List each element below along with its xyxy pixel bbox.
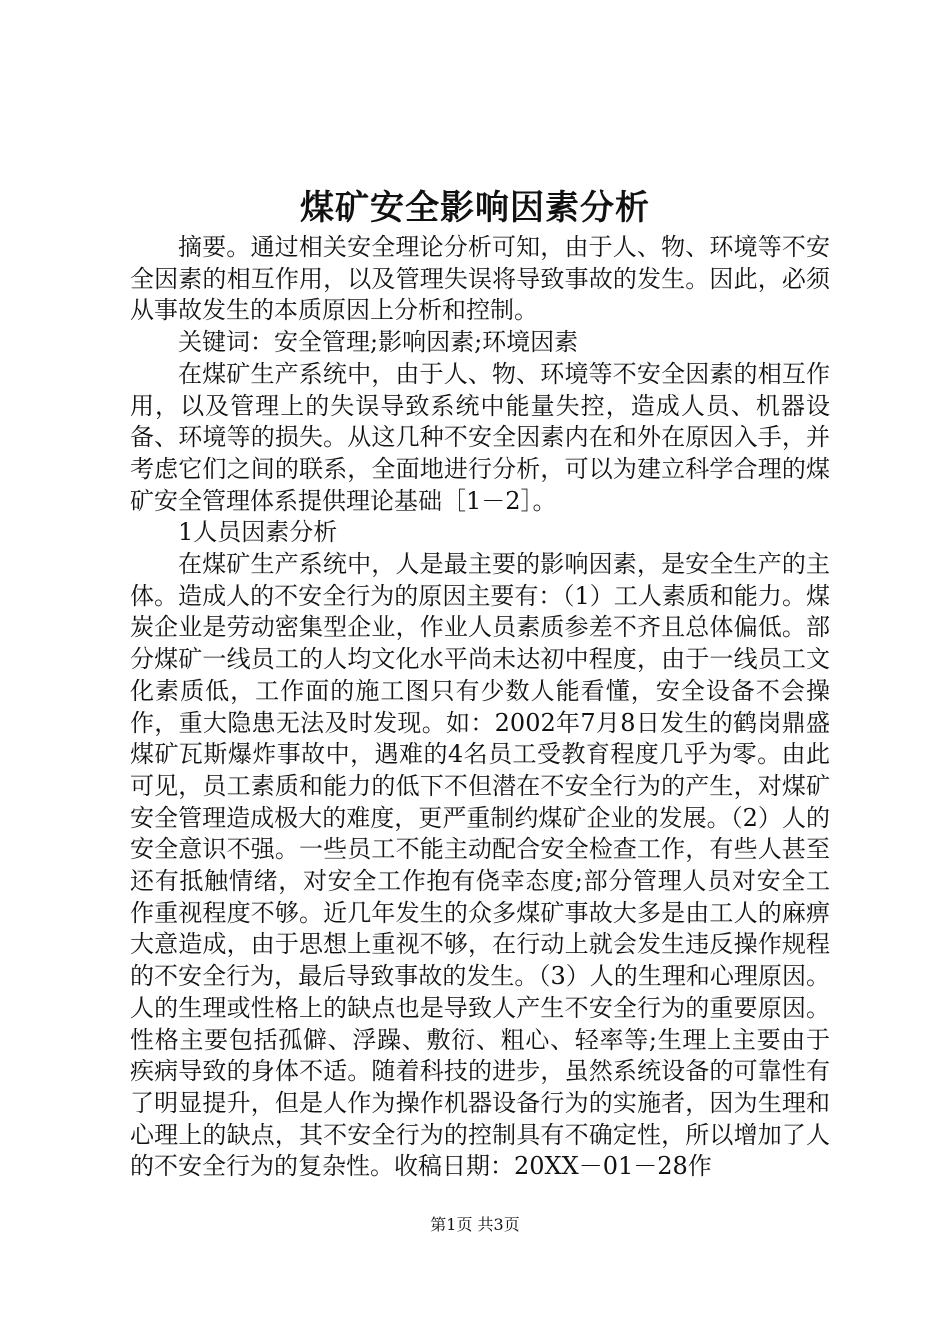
section-paragraph: 在煤矿生产系统中，人是最主要的影响因素，是安全生产的主体。造成人的不安全行为的原因主要有：（1）工人素质和能力。煤炭企业是劳动密集型企业，作业人员素质参差不齐且总体偏低。部分煤矿一线员工的人均文化水平尚未达初中程度，由于一线员工文化素质低，工作面的施工图只有少数人能看懂，安全设备不会操作，重大隐患无法及时发现。如：2002年7月8日发生的鹤岗鼎盛煤矿瓦斯爆炸事故中，遇难的4名员工受教育程度几乎为零。由此可见，员工素质和能力的低下不但潜在不安全行为的产生，对煤矿安全管理造成极大的难度，更严重制约煤矿企业的发展。（2）人的安全意识不强。一些员工不能主动配合安全检查工作，有些人甚至还有抵触情绪，对安全工作抱有侥幸态度;部分管理人员对安全工作重视程度不够。近几年发生的众多煤矿事故大多是由工人的麻痹大意造成，由于思想上重视不够，在行动上就会发生违反操作规程的不安全行为，最后导致事故的发生。（3）人的生理和心理原因。人的生理或性格上的缺点也是导致人产生不安全行为的重要原因。性格主要包括孤僻、浮躁、敷衍、粗心、轻率等;生理上主要由于疾病导致的身体不适。随着科技的进步，虽然系统设备的可靠性有了明显提升，但是人作为操作机器设备行为的实施者，因为生理和心理上的缺点，其不安全行为的控制具有不确定性，所以增加了人的不安全行为的复杂性。收稿日期：20XX－01－28作 [130,550,830,1181]
keywords-paragraph: 关键词：安全管理;影响因素;环境因素 [178,328,579,357]
document-title: 煤矿安全影响因素分析 [300,188,650,228]
page-footer: 第1页 共3页 [430,1215,520,1234]
intro-paragraph: 在煤矿生产系统中，由于人、物、环境等不安全因素的相互作用，以及管理上的失误导致系统中能量失控，造成人员、机器设备、环境等的损失。从这几种不安全因素内在和外在原因入手，并考虑它们之间的联系，全面地进行分析，可以为建立科学合理的煤矿安全管理体系提供理论基础［1－2］。 [130,359,830,515]
abstract-paragraph: 摘要。通过相关安全理论分析可知，由于人、物、环境等不安全因素的相互作用，以及管理失误将导致事故的发生。因此，必须从事故发生的本质原因上分析和控制。 [130,233,830,325]
section-heading: 1人员因素分析 [178,518,338,547]
document-body [130,232,830,1183]
